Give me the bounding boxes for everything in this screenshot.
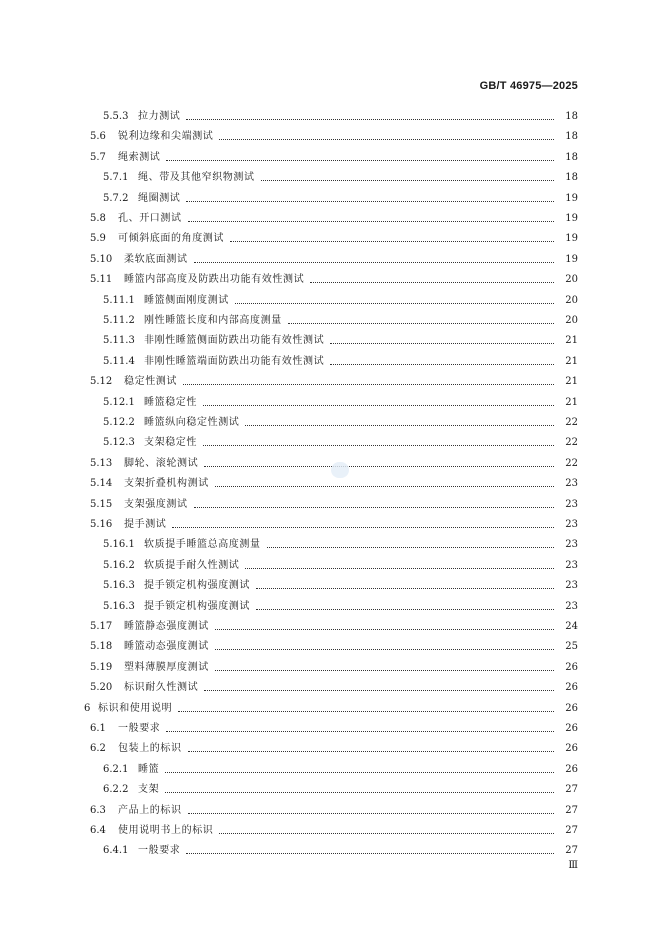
toc-entry-page: 19 (565, 192, 578, 204)
toc-entry[interactable] (0, 637, 662, 657)
toc-leader-dots (188, 812, 554, 814)
toc-entry-number: 5.16.3 (103, 600, 135, 612)
toc-entry-title: 睡篮静态强度测试 (124, 621, 209, 632)
watermark-logo-icon (331, 462, 349, 478)
toc-leader-dots (166, 730, 554, 732)
toc-entry-number: 5.11.4 (103, 355, 135, 367)
toc-entry-title: 锐利边缘和尖端测试 (118, 131, 214, 143)
toc-entry[interactable] (0, 678, 662, 698)
toc-leader-dots (330, 342, 554, 344)
toc-leader-dots (215, 669, 554, 671)
toc-entry-number: 5.19 (90, 661, 113, 673)
toc-entry-page: 23 (565, 498, 578, 510)
toc-leader-dots (219, 832, 554, 834)
toc-entry-title: 脚轮、滚轮测试 (124, 457, 199, 469)
toc-entry-number: 5.11 (90, 274, 113, 286)
toc-leader-dots (172, 526, 554, 528)
document-code-header: GB/T 46975—2025 (479, 80, 578, 92)
toc-entry-number: 5.16.1 (103, 539, 135, 551)
toc-leader-dots (204, 689, 554, 691)
toc-entry-page: 18 (565, 172, 578, 184)
toc-entry[interactable] (0, 229, 662, 249)
toc-entry-number: 5.8 (90, 213, 106, 224)
toc-entry-title: 柔软底面测试 (124, 253, 188, 265)
toc-entry-title: 支架折叠机构测试 (124, 478, 209, 490)
toc-entry-page: 23 (565, 600, 578, 612)
toc-entry-number: 6.3 (90, 804, 106, 816)
toc-entry[interactable] (0, 474, 662, 494)
toc-entry-title: 包装上的标识 (118, 743, 182, 755)
toc-entry[interactable] (0, 393, 662, 413)
toc-entry-page: 23 (565, 519, 578, 530)
toc-entry-number: 6.4.1 (103, 845, 129, 857)
page-number-footer: Ⅲ (568, 860, 578, 871)
toc-entry-page: 18 (565, 131, 578, 143)
toc-entry-number: 6.2 (90, 743, 106, 755)
toc-entry-title: 软质提手睡篮总高度测量 (144, 539, 261, 551)
toc-entry-title: 提手锁定机构强度测试 (144, 600, 250, 612)
toc-entry[interactable] (0, 739, 662, 759)
toc-entry-number: 5.16.2 (103, 559, 135, 571)
toc-leader-dots (166, 159, 554, 161)
toc-entry[interactable] (0, 168, 662, 188)
toc-entry-page: 20 (565, 294, 578, 306)
toc-entry-number: 6.2.1 (103, 763, 129, 775)
toc-entry-number: 5.9 (90, 233, 106, 245)
toc-leader-dots (288, 322, 554, 324)
toc-entry-title: 非刚性睡篮端面防跌出功能有效性测试 (144, 355, 325, 367)
toc-entry-page: 23 (565, 559, 578, 571)
toc-entry[interactable] (0, 841, 662, 861)
toc-entry-page: 26 (565, 763, 578, 775)
toc-entry-page: 19 (565, 233, 578, 245)
toc-entry-page: 27 (565, 804, 578, 816)
toc-entry-title: 孔、开口测试 (118, 213, 182, 224)
toc-leader-dots (204, 465, 554, 467)
toc-entry[interactable] (0, 189, 662, 209)
toc-entry-page: 27 (565, 825, 578, 836)
toc-entry-number: 5.20 (90, 682, 113, 694)
toc-entry[interactable] (0, 127, 662, 147)
toc-entry-title: 标识耐久性测试 (124, 682, 199, 694)
toc-entry-page: 26 (565, 682, 578, 694)
toc-entry[interactable] (0, 515, 662, 535)
toc-entry[interactable] (0, 433, 662, 453)
toc-entry-number: 5.17 (90, 621, 113, 632)
toc-entry[interactable] (0, 209, 662, 229)
toc-entry-number: 5.12.1 (103, 396, 135, 408)
toc-entry-title: 睡篮内部高度及防跌出功能有效性测试 (124, 274, 305, 286)
toc-entry-title: 一般要求 (118, 723, 161, 734)
toc-entry-title: 睡篮动态强度测试 (124, 641, 209, 653)
toc-entry-page: 20 (565, 315, 578, 326)
toc-entry-page: 23 (565, 478, 578, 490)
toc-entry[interactable] (0, 413, 662, 433)
toc-entry-page: 21 (565, 335, 578, 347)
toc-entry-page: 22 (565, 437, 578, 449)
toc-entry[interactable] (0, 107, 662, 127)
toc-entry-number: 5.6 (90, 131, 106, 143)
toc-entry[interactable] (0, 311, 662, 331)
toc-entry[interactable] (0, 658, 662, 678)
toc-leader-dots (165, 771, 554, 773)
toc-entry-title: 可倾斜底面的角度测试 (118, 233, 224, 245)
toc-entry-number: 5.16 (90, 519, 113, 530)
toc-entry[interactable] (0, 352, 662, 372)
toc-entry-number: 5.16.3 (103, 580, 135, 592)
toc-entry[interactable] (0, 617, 662, 637)
toc-leader-dots (188, 220, 554, 222)
toc-entry-title: 产品上的标识 (118, 804, 182, 816)
toc-leader-dots (256, 608, 554, 610)
toc-entry[interactable] (0, 372, 662, 392)
toc-entry-title: 绳索测试 (118, 151, 161, 163)
toc-leader-dots (235, 302, 554, 304)
toc-entry-title: 睡篮 (138, 763, 160, 775)
toc-entry[interactable] (0, 291, 662, 311)
toc-entry-number: 6.2.2 (103, 784, 129, 796)
toc-leader-dots (230, 240, 554, 242)
toc-entry[interactable] (0, 699, 662, 719)
toc-entry-page: 27 (565, 784, 578, 796)
toc-entry-page: 26 (565, 661, 578, 673)
toc-leader-dots (186, 852, 554, 854)
toc-entry-page: 26 (565, 743, 578, 755)
toc-entry[interactable] (0, 270, 662, 290)
toc-entry-page: 26 (565, 702, 578, 714)
toc-entry-number: 5.12 (90, 376, 113, 388)
toc-entry-title: 刚性睡篮长度和内部高度测量 (144, 315, 282, 326)
toc-entry[interactable] (0, 148, 662, 168)
toc-entry-number: 6.4 (90, 825, 106, 836)
toc-entry-title: 支架强度测试 (124, 498, 188, 510)
toc-entry[interactable] (0, 801, 662, 821)
toc-entry[interactable] (0, 597, 662, 617)
toc-entry-number: 5.12.3 (103, 437, 135, 449)
toc-leader-dots (178, 710, 554, 712)
toc-entry-title: 塑料薄膜厚度测试 (124, 661, 209, 673)
toc-entry-page: 22 (565, 457, 578, 469)
toc-entry-title: 提手测试 (124, 519, 167, 530)
toc-entry-number: 6.1 (90, 723, 106, 734)
toc-entry-title: 绳圈测试 (138, 192, 181, 204)
toc-leader-dots (203, 404, 554, 406)
toc-leader-dots (188, 750, 554, 752)
toc-entry-number: 5.10 (90, 253, 113, 265)
toc-entry-title: 拉力测试 (138, 111, 181, 122)
toc-entry[interactable] (0, 535, 662, 555)
toc-leader-dots (261, 179, 554, 181)
toc-entry-number: 6 (84, 702, 91, 714)
toc-leader-dots (330, 363, 554, 365)
toc-entry[interactable] (0, 719, 662, 739)
toc-entry-page: 19 (565, 253, 578, 265)
toc-entry-number: 5.7 (90, 151, 106, 163)
toc-entry[interactable] (0, 495, 662, 515)
toc-entry-page: 24 (565, 621, 578, 632)
toc-leader-dots (215, 485, 554, 487)
toc-entry-page: 19 (565, 213, 578, 224)
toc-entry-title: 支架稳定性 (144, 437, 197, 449)
toc-entry-title: 非刚性睡篮侧面防跌出功能有效性测试 (144, 335, 325, 347)
toc-entry-number: 5.15 (90, 498, 113, 510)
toc-leader-dots (203, 444, 554, 446)
toc-entry[interactable] (0, 760, 662, 780)
toc-entry[interactable] (0, 821, 662, 841)
toc-entry-page: 21 (565, 355, 578, 367)
toc-entry-title: 绳、带及其他窄织物测试 (138, 172, 255, 184)
toc-entry-number: 5.5.3 (103, 111, 129, 122)
toc-entry-number: 5.18 (90, 641, 113, 653)
toc-entry[interactable] (0, 576, 662, 596)
toc-leader-dots (194, 506, 554, 508)
toc-leader-dots (245, 567, 554, 569)
toc-leader-dots (219, 138, 554, 140)
toc-entry-page: 18 (565, 111, 578, 122)
toc-entry-number: 5.12.2 (103, 417, 135, 428)
toc-entry-title: 软质提手耐久性测试 (144, 559, 240, 571)
toc-entry-page: 23 (565, 580, 578, 592)
toc-entry-page: 27 (565, 845, 578, 857)
toc-leader-dots (215, 628, 554, 630)
toc-entry[interactable] (0, 556, 662, 576)
toc-entry-page: 21 (565, 376, 578, 388)
toc-entry-title: 提手锁定机构强度测试 (144, 580, 250, 592)
toc-entry-title: 稳定性测试 (124, 376, 177, 388)
toc-entry-title: 睡篮纵向稳定性测试 (144, 417, 240, 428)
toc-entry-page: 26 (565, 723, 578, 734)
toc-leader-dots (186, 200, 554, 202)
toc-entry[interactable] (0, 250, 662, 270)
toc-leader-dots (215, 648, 554, 650)
toc-leader-dots (165, 791, 554, 793)
toc-entry-page: 25 (565, 641, 578, 653)
toc-entry-number: 5.13 (90, 457, 113, 469)
toc-leader-dots (256, 587, 554, 589)
toc-entry-number: 5.11.2 (103, 315, 135, 326)
toc-entry-title: 睡篮稳定性 (144, 396, 197, 408)
toc-entry-title: 支架 (138, 784, 160, 796)
toc-entry-page: 23 (565, 539, 578, 551)
toc-leader-dots (186, 118, 554, 120)
toc-entry-page: 22 (565, 417, 578, 428)
toc-entry[interactable] (0, 331, 662, 351)
toc-entry-title: 使用说明书上的标识 (118, 825, 214, 836)
toc-leader-dots (310, 281, 554, 283)
toc-entry-number: 5.11.3 (103, 335, 135, 347)
toc-entry-number: 5.14 (90, 478, 113, 490)
toc-leader-dots (194, 261, 554, 263)
toc-entry-number: 5.7.1 (103, 172, 129, 184)
toc-entry-page: 18 (565, 151, 578, 163)
toc-entry-title: 睡篮侧面刚度测试 (144, 294, 229, 306)
toc-entry[interactable] (0, 780, 662, 800)
toc-entry-page: 21 (565, 396, 578, 408)
toc-leader-dots (245, 424, 554, 426)
toc-leader-dots (183, 383, 554, 385)
toc-entry-number: 5.7.2 (103, 192, 129, 204)
toc-entry-number: 5.11.1 (103, 294, 135, 306)
toc-leader-dots (267, 546, 554, 548)
toc-entry-title: 标识和使用说明 (98, 702, 173, 714)
toc-entry-title: 一般要求 (138, 845, 181, 857)
toc-entry-page: 20 (565, 274, 578, 286)
